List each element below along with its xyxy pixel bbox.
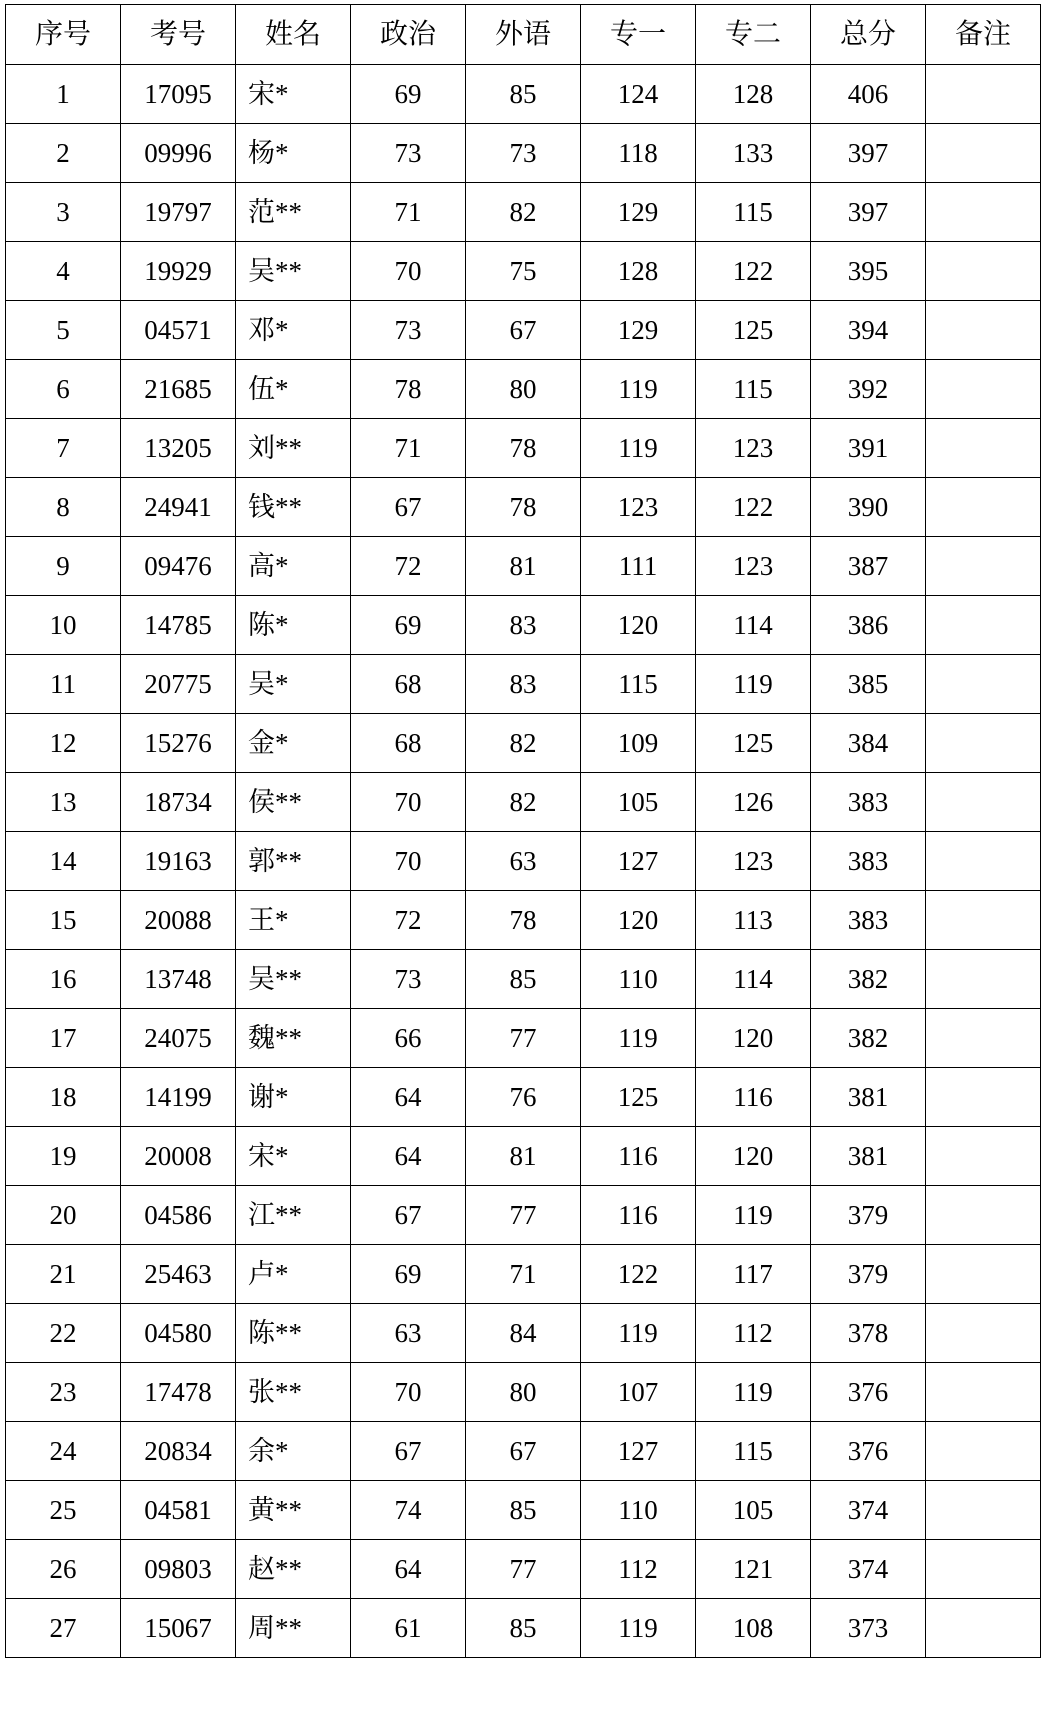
cell-politics: 66 xyxy=(351,1009,466,1068)
cell-name: 陈** xyxy=(236,1304,351,1363)
cell-seq: 11 xyxy=(6,655,121,714)
cell-politics: 67 xyxy=(351,1186,466,1245)
cell-major-two: 121 xyxy=(696,1540,811,1599)
cell-politics: 68 xyxy=(351,714,466,773)
cell-exam-id: 17095 xyxy=(121,65,236,124)
cell-major-two: 105 xyxy=(696,1481,811,1540)
cell-name: 江** xyxy=(236,1186,351,1245)
cell-major-two: 116 xyxy=(696,1068,811,1127)
cell-exam-id: 19929 xyxy=(121,242,236,301)
table-body xyxy=(6,65,1041,1658)
cell-note xyxy=(926,183,1041,242)
cell-note xyxy=(926,1245,1041,1304)
cell-total: 382 xyxy=(811,1009,926,1068)
cell-major-two: 122 xyxy=(696,242,811,301)
cell-foreign-language: 81 xyxy=(466,1127,581,1186)
cell-foreign-language: 77 xyxy=(466,1186,581,1245)
cell-exam-id: 13748 xyxy=(121,950,236,1009)
table-header xyxy=(6,5,1041,65)
cell-politics: 64 xyxy=(351,1068,466,1127)
cell-major-two: 133 xyxy=(696,124,811,183)
cell-exam-id: 20008 xyxy=(121,1127,236,1186)
cell-exam-id: 15276 xyxy=(121,714,236,773)
cell-total: 385 xyxy=(811,655,926,714)
cell-major-one: 119 xyxy=(581,1304,696,1363)
cell-name: 黄** xyxy=(236,1481,351,1540)
cell-politics: 72 xyxy=(351,537,466,596)
cell-total: 379 xyxy=(811,1186,926,1245)
cell-major-one: 125 xyxy=(581,1068,696,1127)
header-name: 姓名 xyxy=(236,5,351,65)
table-row xyxy=(6,1599,1041,1658)
cell-politics: 63 xyxy=(351,1304,466,1363)
cell-foreign-language: 76 xyxy=(466,1068,581,1127)
header-exam-id: 考号 xyxy=(121,5,236,65)
table-row xyxy=(6,1009,1041,1068)
cell-exam-id: 14199 xyxy=(121,1068,236,1127)
table-row xyxy=(6,950,1041,1009)
cell-major-one: 127 xyxy=(581,832,696,891)
cell-major-two: 125 xyxy=(696,301,811,360)
cell-note xyxy=(926,537,1041,596)
cell-foreign-language: 85 xyxy=(466,1599,581,1658)
cell-note xyxy=(926,1009,1041,1068)
cell-note xyxy=(926,891,1041,950)
cell-note xyxy=(926,832,1041,891)
cell-note xyxy=(926,1540,1041,1599)
cell-major-one: 115 xyxy=(581,655,696,714)
cell-note xyxy=(926,1363,1041,1422)
cell-name: 刘** xyxy=(236,419,351,478)
cell-foreign-language: 85 xyxy=(466,950,581,1009)
cell-politics: 69 xyxy=(351,65,466,124)
cell-foreign-language: 78 xyxy=(466,891,581,950)
table-row xyxy=(6,596,1041,655)
cell-total: 391 xyxy=(811,419,926,478)
table-row xyxy=(6,1422,1041,1481)
cell-major-one: 112 xyxy=(581,1540,696,1599)
cell-seq: 13 xyxy=(6,773,121,832)
table-row xyxy=(6,360,1041,419)
cell-exam-id: 15067 xyxy=(121,1599,236,1658)
cell-seq: 8 xyxy=(6,478,121,537)
cell-exam-id: 04586 xyxy=(121,1186,236,1245)
table-row xyxy=(6,124,1041,183)
cell-major-two: 122 xyxy=(696,478,811,537)
table-row xyxy=(6,1245,1041,1304)
cell-major-one: 129 xyxy=(581,301,696,360)
cell-exam-id: 04581 xyxy=(121,1481,236,1540)
cell-note xyxy=(926,301,1041,360)
cell-foreign-language: 77 xyxy=(466,1540,581,1599)
cell-note xyxy=(926,1127,1041,1186)
cell-note xyxy=(926,1481,1041,1540)
cell-name: 周** xyxy=(236,1599,351,1658)
table-row xyxy=(6,1481,1041,1540)
cell-seq: 25 xyxy=(6,1481,121,1540)
cell-major-one: 119 xyxy=(581,1009,696,1068)
cell-name: 魏** xyxy=(236,1009,351,1068)
cell-politics: 64 xyxy=(351,1540,466,1599)
cell-seq: 15 xyxy=(6,891,121,950)
cell-exam-id: 09803 xyxy=(121,1540,236,1599)
cell-name: 王* xyxy=(236,891,351,950)
table-row xyxy=(6,242,1041,301)
header-major-two: 专二 xyxy=(696,5,811,65)
cell-name: 吴** xyxy=(236,242,351,301)
cell-note xyxy=(926,242,1041,301)
cell-politics: 61 xyxy=(351,1599,466,1658)
cell-exam-id: 17478 xyxy=(121,1363,236,1422)
cell-major-two: 108 xyxy=(696,1599,811,1658)
cell-note xyxy=(926,655,1041,714)
cell-politics: 73 xyxy=(351,301,466,360)
cell-note xyxy=(926,1304,1041,1363)
cell-politics: 70 xyxy=(351,773,466,832)
cell-total: 381 xyxy=(811,1068,926,1127)
table-row xyxy=(6,1186,1041,1245)
cell-seq: 23 xyxy=(6,1363,121,1422)
cell-seq: 6 xyxy=(6,360,121,419)
cell-name: 金* xyxy=(236,714,351,773)
cell-exam-id: 19163 xyxy=(121,832,236,891)
cell-exam-id: 18734 xyxy=(121,773,236,832)
cell-seq: 1 xyxy=(6,65,121,124)
cell-foreign-language: 85 xyxy=(466,1481,581,1540)
cell-foreign-language: 80 xyxy=(466,360,581,419)
cell-total: 384 xyxy=(811,714,926,773)
cell-politics: 73 xyxy=(351,124,466,183)
cell-foreign-language: 84 xyxy=(466,1304,581,1363)
header-note: 备注 xyxy=(926,5,1041,65)
cell-seq: 3 xyxy=(6,183,121,242)
cell-name: 宋* xyxy=(236,1127,351,1186)
cell-major-two: 117 xyxy=(696,1245,811,1304)
cell-seq: 20 xyxy=(6,1186,121,1245)
cell-exam-id: 24075 xyxy=(121,1009,236,1068)
cell-note xyxy=(926,1186,1041,1245)
cell-name: 余* xyxy=(236,1422,351,1481)
table-row xyxy=(6,419,1041,478)
table-row xyxy=(6,65,1041,124)
header-politics: 政治 xyxy=(351,5,466,65)
cell-major-two: 112 xyxy=(696,1304,811,1363)
cell-major-two: 115 xyxy=(696,360,811,419)
cell-politics: 69 xyxy=(351,1245,466,1304)
cell-note xyxy=(926,478,1041,537)
cell-politics: 69 xyxy=(351,596,466,655)
cell-name: 邓* xyxy=(236,301,351,360)
cell-name: 宋* xyxy=(236,65,351,124)
cell-total: 397 xyxy=(811,124,926,183)
cell-seq: 14 xyxy=(6,832,121,891)
cell-exam-id: 21685 xyxy=(121,360,236,419)
cell-major-one: 120 xyxy=(581,596,696,655)
cell-exam-id: 09996 xyxy=(121,124,236,183)
cell-major-two: 123 xyxy=(696,832,811,891)
cell-seq: 12 xyxy=(6,714,121,773)
cell-name: 伍* xyxy=(236,360,351,419)
cell-total: 373 xyxy=(811,1599,926,1658)
cell-politics: 71 xyxy=(351,419,466,478)
cell-seq: 19 xyxy=(6,1127,121,1186)
cell-name: 吴** xyxy=(236,950,351,1009)
table-row xyxy=(6,478,1041,537)
cell-total: 378 xyxy=(811,1304,926,1363)
cell-major-one: 124 xyxy=(581,65,696,124)
cell-foreign-language: 83 xyxy=(466,596,581,655)
cell-foreign-language: 67 xyxy=(466,1422,581,1481)
cell-major-two: 120 xyxy=(696,1009,811,1068)
cell-politics: 73 xyxy=(351,950,466,1009)
cell-major-one: 105 xyxy=(581,773,696,832)
cell-foreign-language: 85 xyxy=(466,65,581,124)
cell-politics: 72 xyxy=(351,891,466,950)
cell-total: 390 xyxy=(811,478,926,537)
cell-foreign-language: 82 xyxy=(466,714,581,773)
table-row xyxy=(6,1304,1041,1363)
cell-foreign-language: 81 xyxy=(466,537,581,596)
header-row xyxy=(6,5,1041,65)
cell-total: 379 xyxy=(811,1245,926,1304)
cell-exam-id: 04571 xyxy=(121,301,236,360)
cell-foreign-language: 71 xyxy=(466,1245,581,1304)
cell-major-two: 128 xyxy=(696,65,811,124)
cell-major-two: 115 xyxy=(696,183,811,242)
cell-foreign-language: 78 xyxy=(466,478,581,537)
cell-major-one: 122 xyxy=(581,1245,696,1304)
cell-total: 395 xyxy=(811,242,926,301)
cell-politics: 78 xyxy=(351,360,466,419)
cell-foreign-language: 75 xyxy=(466,242,581,301)
cell-note xyxy=(926,65,1041,124)
cell-major-two: 123 xyxy=(696,419,811,478)
table-row xyxy=(6,655,1041,714)
cell-name: 陈* xyxy=(236,596,351,655)
cell-major-one: 110 xyxy=(581,1481,696,1540)
header-major-one: 专一 xyxy=(581,5,696,65)
cell-major-two: 120 xyxy=(696,1127,811,1186)
cell-note xyxy=(926,773,1041,832)
cell-major-one: 110 xyxy=(581,950,696,1009)
cell-note xyxy=(926,360,1041,419)
cell-foreign-language: 78 xyxy=(466,419,581,478)
cell-name: 赵** xyxy=(236,1540,351,1599)
cell-exam-id: 20088 xyxy=(121,891,236,950)
cell-seq: 17 xyxy=(6,1009,121,1068)
cell-name: 吴* xyxy=(236,655,351,714)
cell-major-two: 114 xyxy=(696,950,811,1009)
table-row xyxy=(6,1540,1041,1599)
cell-seq: 22 xyxy=(6,1304,121,1363)
cell-exam-id: 19797 xyxy=(121,183,236,242)
cell-exam-id: 20834 xyxy=(121,1422,236,1481)
cell-exam-id: 09476 xyxy=(121,537,236,596)
cell-note xyxy=(926,714,1041,773)
cell-foreign-language: 63 xyxy=(466,832,581,891)
table-row xyxy=(6,1068,1041,1127)
cell-foreign-language: 83 xyxy=(466,655,581,714)
cell-total: 381 xyxy=(811,1127,926,1186)
cell-name: 钱** xyxy=(236,478,351,537)
table-row xyxy=(6,832,1041,891)
cell-major-two: 113 xyxy=(696,891,811,950)
cell-politics: 70 xyxy=(351,832,466,891)
cell-politics: 71 xyxy=(351,183,466,242)
cell-major-two: 119 xyxy=(696,1363,811,1422)
cell-foreign-language: 82 xyxy=(466,183,581,242)
cell-major-two: 125 xyxy=(696,714,811,773)
cell-seq: 4 xyxy=(6,242,121,301)
cell-name: 谢* xyxy=(236,1068,351,1127)
cell-seq: 9 xyxy=(6,537,121,596)
cell-note xyxy=(926,1068,1041,1127)
cell-exam-id: 20775 xyxy=(121,655,236,714)
cell-total: 376 xyxy=(811,1363,926,1422)
cell-seq: 24 xyxy=(6,1422,121,1481)
table-row xyxy=(6,183,1041,242)
table-row xyxy=(6,891,1041,950)
cell-foreign-language: 82 xyxy=(466,773,581,832)
cell-major-one: 118 xyxy=(581,124,696,183)
cell-name: 范** xyxy=(236,183,351,242)
cell-name: 高* xyxy=(236,537,351,596)
cell-major-one: 120 xyxy=(581,891,696,950)
cell-major-two: 119 xyxy=(696,655,811,714)
table-row xyxy=(6,301,1041,360)
cell-major-one: 119 xyxy=(581,1599,696,1658)
cell-major-two: 123 xyxy=(696,537,811,596)
cell-major-one: 109 xyxy=(581,714,696,773)
cell-major-one: 116 xyxy=(581,1186,696,1245)
cell-exam-id: 14785 xyxy=(121,596,236,655)
cell-politics: 68 xyxy=(351,655,466,714)
cell-total: 394 xyxy=(811,301,926,360)
cell-seq: 7 xyxy=(6,419,121,478)
cell-foreign-language: 73 xyxy=(466,124,581,183)
cell-total: 406 xyxy=(811,65,926,124)
cell-total: 383 xyxy=(811,891,926,950)
cell-total: 387 xyxy=(811,537,926,596)
cell-name: 侯** xyxy=(236,773,351,832)
cell-major-one: 123 xyxy=(581,478,696,537)
cell-major-one: 128 xyxy=(581,242,696,301)
cell-total: 383 xyxy=(811,832,926,891)
cell-name: 郭** xyxy=(236,832,351,891)
cell-major-two: 126 xyxy=(696,773,811,832)
cell-name: 卢* xyxy=(236,1245,351,1304)
cell-seq: 5 xyxy=(6,301,121,360)
cell-note xyxy=(926,596,1041,655)
score-table xyxy=(5,4,1041,1658)
cell-total: 374 xyxy=(811,1540,926,1599)
cell-total: 392 xyxy=(811,360,926,419)
header-seq: 序号 xyxy=(6,5,121,65)
table-row xyxy=(6,1363,1041,1422)
table-row xyxy=(6,1127,1041,1186)
cell-major-two: 115 xyxy=(696,1422,811,1481)
header-total: 总分 xyxy=(811,5,926,65)
cell-note xyxy=(926,419,1041,478)
cell-seq: 27 xyxy=(6,1599,121,1658)
cell-seq: 16 xyxy=(6,950,121,1009)
cell-name: 杨* xyxy=(236,124,351,183)
cell-total: 376 xyxy=(811,1422,926,1481)
cell-politics: 67 xyxy=(351,1422,466,1481)
cell-exam-id: 25463 xyxy=(121,1245,236,1304)
cell-seq: 10 xyxy=(6,596,121,655)
cell-major-two: 119 xyxy=(696,1186,811,1245)
cell-politics: 74 xyxy=(351,1481,466,1540)
cell-major-one: 129 xyxy=(581,183,696,242)
cell-note xyxy=(926,1599,1041,1658)
cell-politics: 64 xyxy=(351,1127,466,1186)
cell-exam-id: 04580 xyxy=(121,1304,236,1363)
cell-total: 397 xyxy=(811,183,926,242)
header-foreign-language: 外语 xyxy=(466,5,581,65)
cell-major-one: 111 xyxy=(581,537,696,596)
cell-note xyxy=(926,950,1041,1009)
cell-politics: 67 xyxy=(351,478,466,537)
cell-politics: 70 xyxy=(351,1363,466,1422)
table-row xyxy=(6,537,1041,596)
cell-major-one: 119 xyxy=(581,360,696,419)
cell-total: 383 xyxy=(811,773,926,832)
cell-foreign-language: 80 xyxy=(466,1363,581,1422)
cell-politics: 70 xyxy=(351,242,466,301)
cell-major-one: 119 xyxy=(581,419,696,478)
table-row xyxy=(6,773,1041,832)
table-row xyxy=(6,714,1041,773)
cell-note xyxy=(926,1422,1041,1481)
cell-foreign-language: 77 xyxy=(466,1009,581,1068)
cell-seq: 18 xyxy=(6,1068,121,1127)
cell-exam-id: 24941 xyxy=(121,478,236,537)
cell-seq: 21 xyxy=(6,1245,121,1304)
cell-seq: 26 xyxy=(6,1540,121,1599)
cell-exam-id: 13205 xyxy=(121,419,236,478)
cell-foreign-language: 67 xyxy=(466,301,581,360)
cell-total: 386 xyxy=(811,596,926,655)
cell-note xyxy=(926,124,1041,183)
cell-total: 374 xyxy=(811,1481,926,1540)
cell-major-one: 107 xyxy=(581,1363,696,1422)
cell-major-one: 116 xyxy=(581,1127,696,1186)
cell-name: 张** xyxy=(236,1363,351,1422)
cell-seq: 2 xyxy=(6,124,121,183)
cell-total: 382 xyxy=(811,950,926,1009)
cell-major-one: 127 xyxy=(581,1422,696,1481)
cell-major-two: 114 xyxy=(696,596,811,655)
